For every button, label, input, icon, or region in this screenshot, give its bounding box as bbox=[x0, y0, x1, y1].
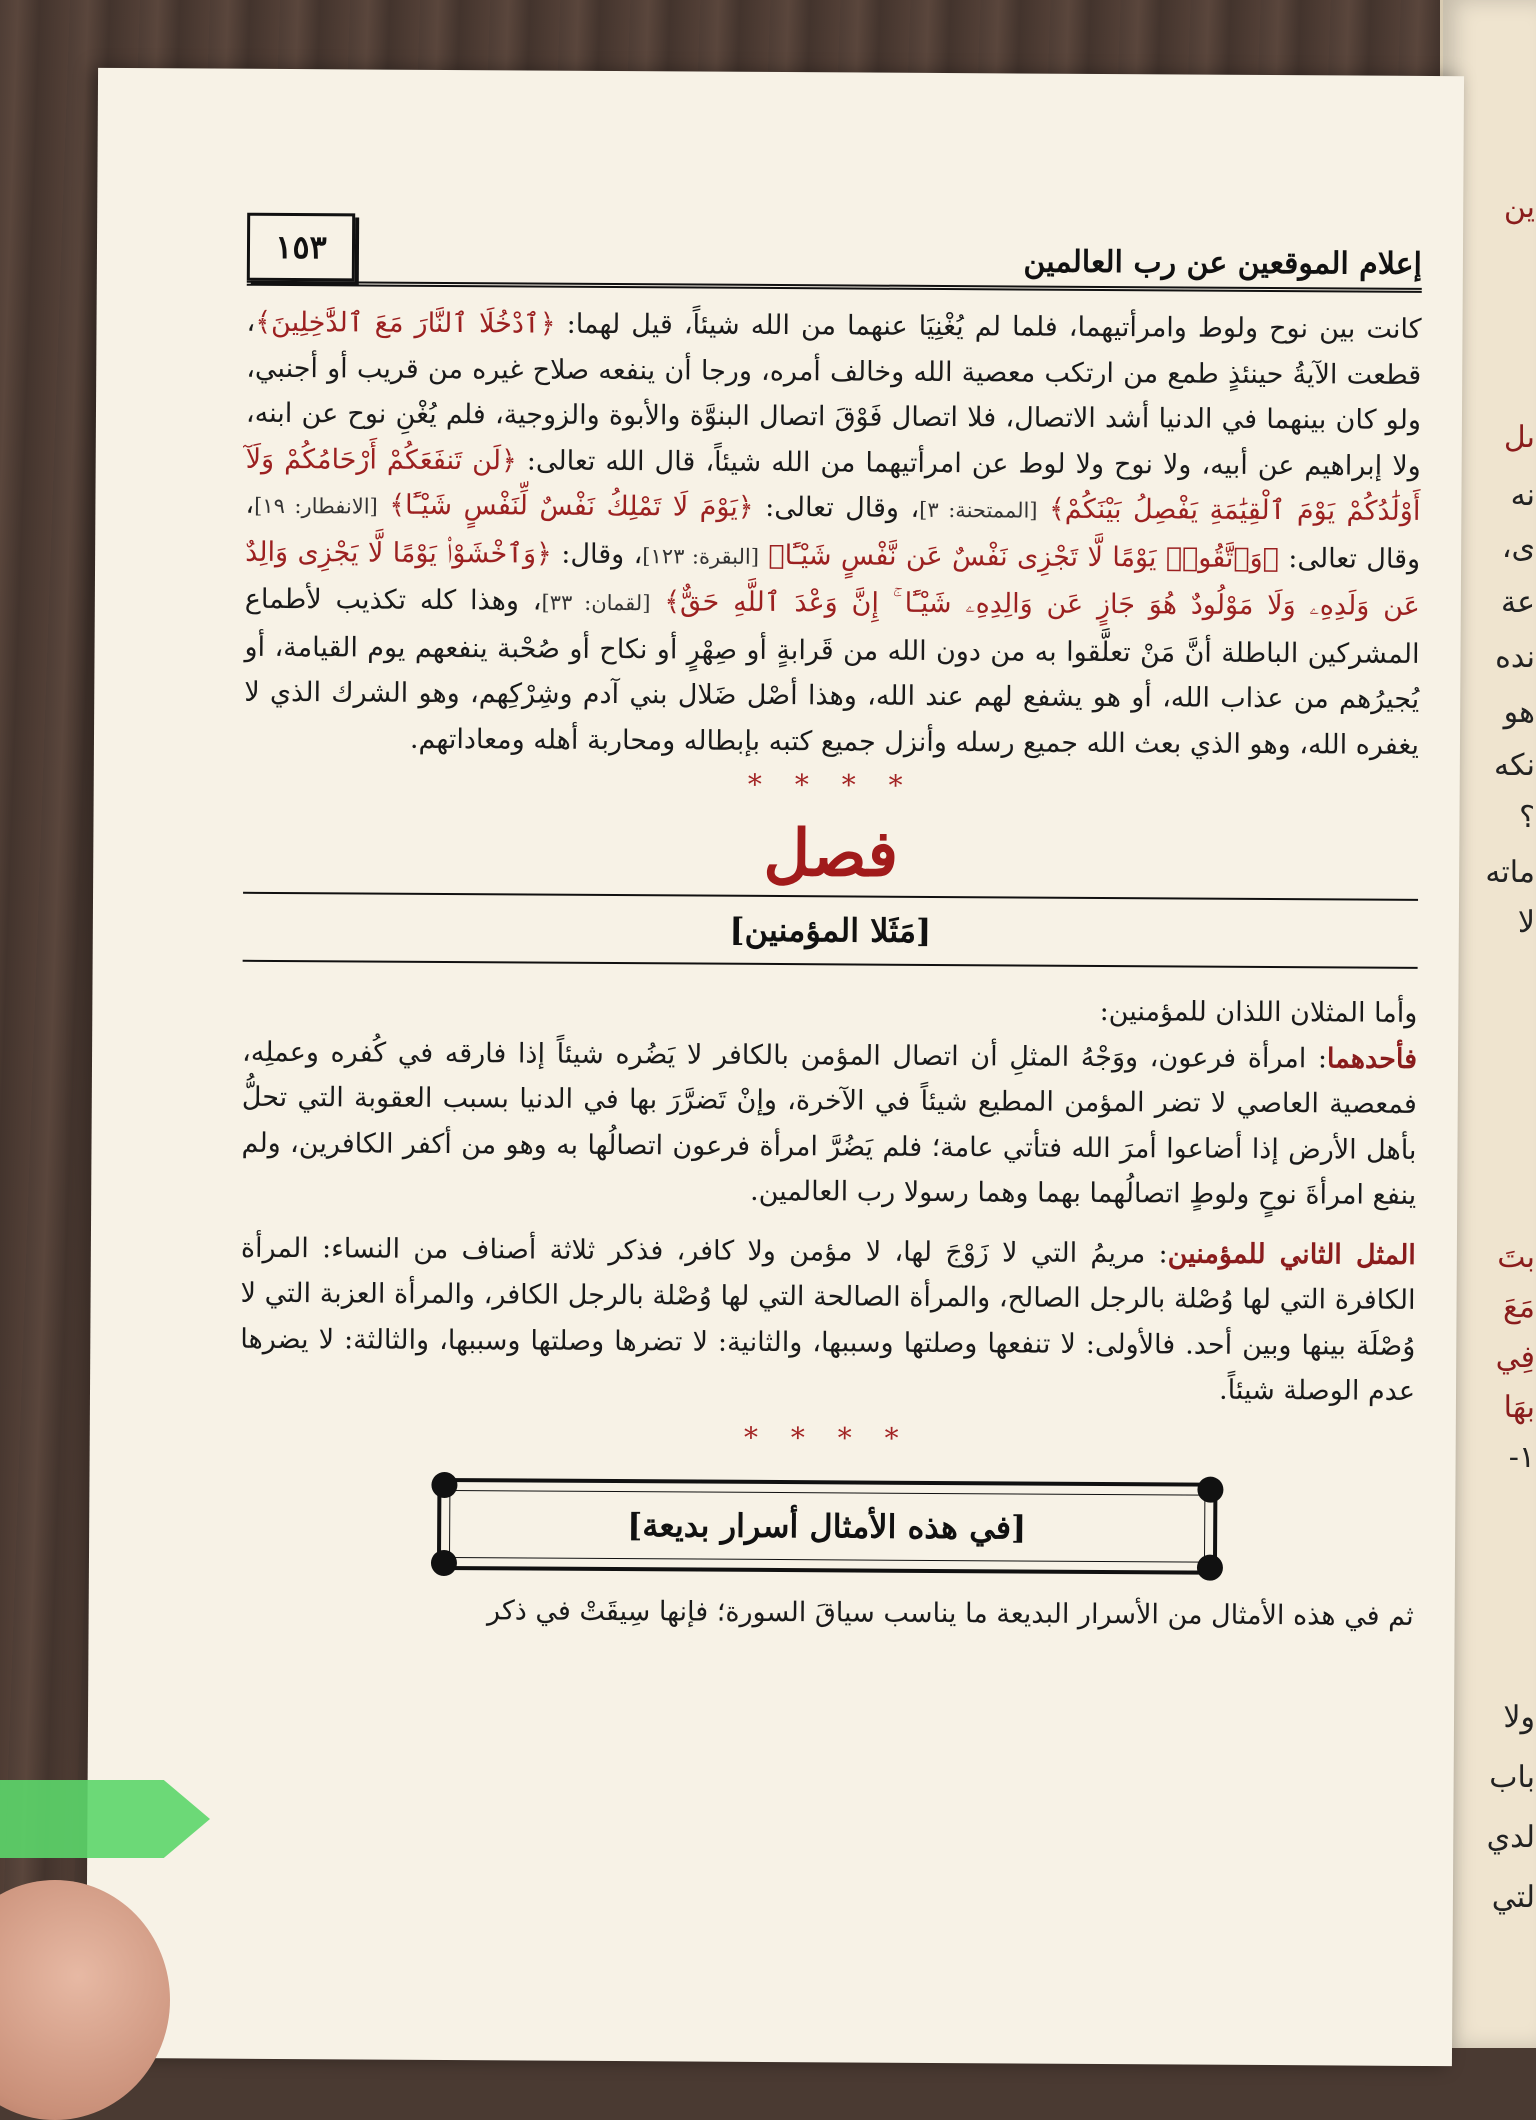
separator-stars: * * * * bbox=[747, 767, 915, 802]
intro-line: وأما المثلان اللذان للمؤمنين: bbox=[1099, 995, 1418, 1029]
paragraph-lead: فأحدهما bbox=[1326, 1042, 1418, 1075]
book-page bbox=[86, 68, 1464, 2066]
quran-citation: [الانفطار: ١٩] bbox=[254, 493, 378, 519]
section-title-rule bbox=[243, 892, 1418, 969]
text-run: ، وقال تعالى: bbox=[245, 488, 1421, 575]
facing-page-fragment: بهَا bbox=[1503, 1390, 1535, 1425]
quran-quote: ﴿لَن تَنفَعَكُمْ أَرْحَامُكُمْ وَلَآ أَوْلَٰدُكُمْ يَوْمَ ٱلْقِيَٰمَةِ يَفْصِلُ بَيْنَكُمْ﴾ bbox=[245, 443, 1421, 527]
text-run: : امرأة فرعون، ووَجْهُ المثلِ أن اتصال المؤمن بالكافر لا يَضُره شيئاً إذا فارقه في كُفره وعملِه، فمعصية العاصي لا تضر المؤمن المطيع شيئاً في الآخرة، وإنْ تَضرَّرَ بها في الدنيا بسبب العقوبة التي تحلُّ بأهل الأرض إذا أضاعوا أمرَ الله فتأتي عامة؛ فلم يَضُرَّ امرأة فرعون اتصالُها به وهو من أكفر الكافرين، ولم ينفع امرأةَ نوحٍ ولوطٍ اتصالُهما بهما وهما رسولا رب العالمين. bbox=[241, 1036, 1417, 1211]
facing-page-fragment: لتي bbox=[1491, 1880, 1535, 1915]
facing-page-fragment: لا bbox=[1517, 905, 1535, 940]
facing-page-fragment: نه bbox=[1510, 478, 1535, 513]
quran-citation: [لقمان: ٣٣] bbox=[541, 590, 651, 616]
facing-page-fragment: ؟ bbox=[1519, 800, 1535, 835]
text-run: ، قطعت الآيةُ حينئذٍ طمع من ارتكب معصية الله وخالف أمره، ورجا أن ينفعه صلاح غيره من قريب أو أجنبي، ولو كان بينهما في الدنيا أشد الاتصال، فلا اتصال فَوْقَ اتصال البنوَّة والأبوة والزوجية، فلم يُغْنِ نوح عن ابنه، ولا إبراهيم عن أبيه، ولا نوح ولا لوط عن امرأتيهما من الله شيئاً، قال الله تعالى: bbox=[245, 306, 1422, 482]
quran-quote: ﴿وَٱتَّقُوا۟ يَوْمًا لَّا تَجْزِى نَفْسٌ عَن نَّفْسٍ شَيْـًٔا﴾ bbox=[768, 539, 1279, 574]
facing-page-fragment: نكه bbox=[1493, 748, 1535, 783]
fasl-heading: فصل bbox=[763, 815, 899, 892]
facing-page-fragment: فِي bbox=[1495, 1340, 1535, 1375]
facing-page-fragment: ١- bbox=[1508, 1440, 1535, 1475]
page-content bbox=[239, 219, 1423, 1639]
facing-page-fragment: ىل bbox=[1503, 420, 1535, 455]
running-header bbox=[247, 219, 1422, 293]
running-title: إعلام الموقعين عن رب العالمين bbox=[1023, 244, 1423, 282]
facing-page-fragment: ماته bbox=[1485, 855, 1535, 890]
paragraph-body-1 bbox=[244, 300, 1422, 768]
paragraph-lead: المثل الثاني للمؤمنين bbox=[1167, 1237, 1416, 1271]
text-run: ، وقال تعالى: bbox=[753, 491, 920, 524]
facing-page-fragment: لدي bbox=[1486, 1820, 1535, 1855]
quran-quote: ﴿وَٱخْشَوْا۟ يَوْمًا لَّا يَجْزِى وَالِدٌ عَن وَلَدِهِۦ وَلَا مَوْلُودٌ هُوَ جَازٍ عَن وَالِدِهِۦ شَيْـًٔا ۚ إِنَّ وَعْدَ ٱللَّهِ حَقٌّ﴾ bbox=[245, 536, 1420, 622]
facing-page-fragment: نده bbox=[1495, 640, 1535, 675]
quran-quote: ﴿ٱدْخُلَا ٱلنَّارَ مَعَ ٱلدَّٰخِلِينَ﴾ bbox=[255, 306, 556, 340]
facing-page-fragment: ى، bbox=[1501, 530, 1535, 565]
section-title: [مَثَلا المؤمنين] bbox=[729, 910, 932, 950]
facing-page-fragment: عة bbox=[1501, 585, 1535, 620]
text-run: كانت بين نوح ولوط وامرأتيهما، فلما لم يُغْنِيَا عنهما من الله شيئاً، قيل لهما: bbox=[555, 308, 1422, 345]
facing-page-fragment: بتَ bbox=[1497, 1240, 1535, 1275]
quran-citation: [الممتحنة: ٣] bbox=[919, 497, 1038, 523]
page-number: ١٥٣ bbox=[247, 213, 355, 282]
facing-page-fragment: هو bbox=[1503, 695, 1535, 730]
facing-page-fragment: ين bbox=[1503, 190, 1535, 225]
frame-corner-ornament bbox=[1197, 1476, 1223, 1502]
facing-page-fragment: ولا bbox=[1503, 1700, 1535, 1735]
frame-corner-ornament bbox=[430, 1549, 456, 1575]
paragraph-body-2 bbox=[241, 1029, 1417, 1218]
frame-corner-ornament bbox=[431, 1471, 457, 1497]
boxed-title-frame bbox=[436, 1477, 1217, 1574]
quran-citation: [البقرة: ١٢٣] bbox=[642, 543, 760, 569]
facing-page-fragment: مَعَ bbox=[1502, 1290, 1535, 1325]
text-run: ، وقال: bbox=[551, 538, 643, 570]
text-run: : مريمُ التي لا زَوْجَ لها، لا مؤمن ولا كافر، فذكر ثلاثة أصناف من النساء: المرأة الكافرة التي لها وُصْلة بالرجل الصالح، والمرأة الصالحة التي لها وُصْلة بالرجل الكافر، والمرأة العزبة التي لا وُصْلَة بينها وبين أحد. فالأولى: لا تنفعها وصلتها وسببها، والثانية: لا تضرها وصلتها وسببها، والثالثة: لا يضرها عدم الوصلة شيئاً. bbox=[240, 1232, 1416, 1407]
separator-stars: * * * * bbox=[743, 1420, 911, 1455]
boxed-title: [في هذه الأمثال أسرار بديعة] bbox=[627, 1505, 1027, 1547]
last-line: ثم في هذه الأمثال من الأسرار البديعة ما يناسب سياقَ السورة؛ فإنها سِيقَتْ في ذكر bbox=[486, 1594, 1414, 1632]
facing-page-fragment: باب bbox=[1489, 1760, 1535, 1795]
frame-corner-ornament bbox=[1196, 1554, 1222, 1580]
quran-quote: ﴿يَوْمَ لَا تَمْلِكُ نَفْسٌ لِّنَفْسٍ شَيْـًٔا﴾ bbox=[389, 489, 754, 523]
paragraph-body-3 bbox=[240, 1225, 1416, 1414]
text-run: ، وهذا كله تكذيب لأطماع المشركين الباطلة أنَّ مَنْ تعلَّقوا به من دون الله من قَرابةٍ أو صِهْرٍ أو نكاح أو صُحْبة ينفعهم يوم القيامة، أو يُجيرُهم من عذاب الله، أو هو يشفع لهم عند الله، وهذا أصْل ضَلال بني آدم وشِرْكِهم، وهو الشرك الذي لا يغفره الله، وهو الذي بعث الله جميع رسله وأنزل جميع كتبه بإبطاله ومحاربة أهله ومعاداتهم. bbox=[244, 583, 1420, 761]
